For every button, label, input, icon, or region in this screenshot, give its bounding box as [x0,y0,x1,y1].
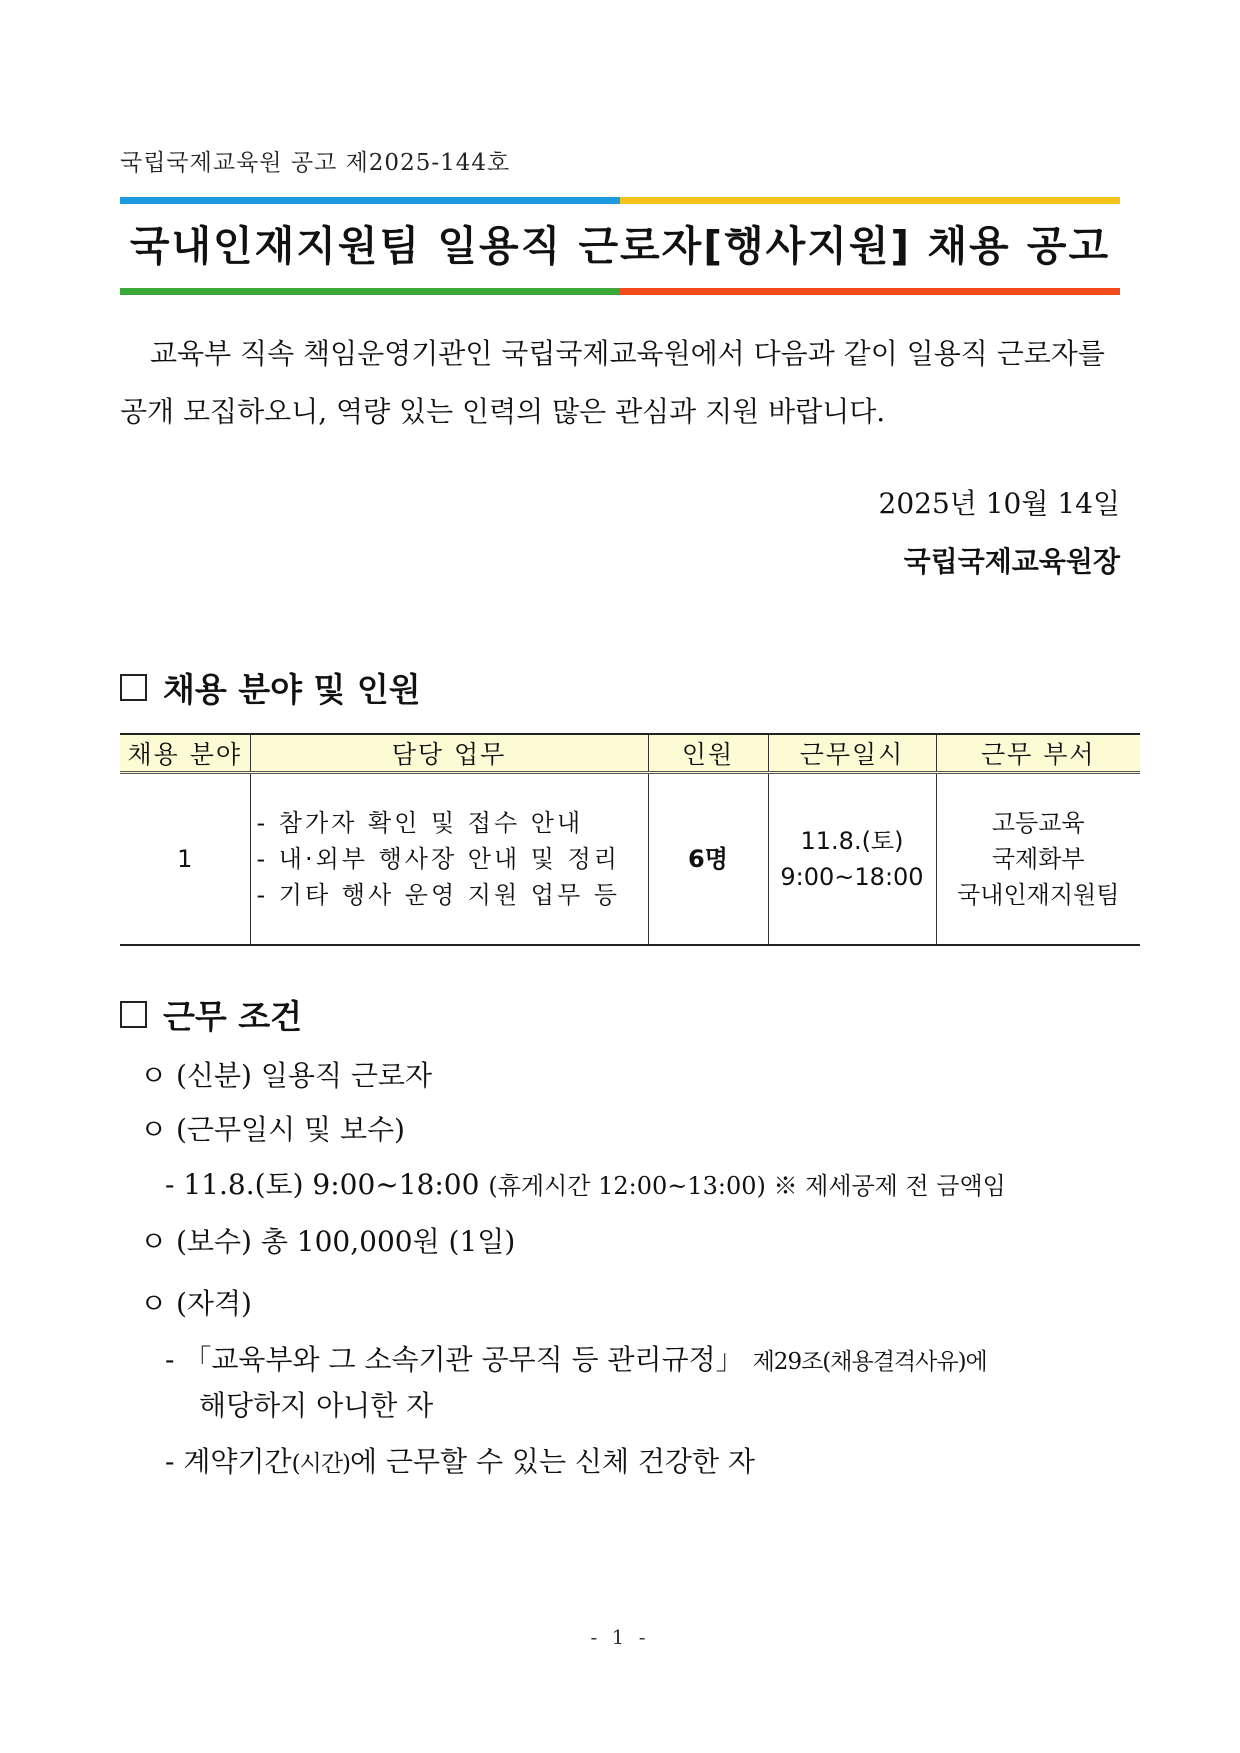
qualification-text: 해당하지 아니한 자 [199,1389,434,1422]
condition-text: (보수) 총 100,000원 (1일) [176,1225,516,1258]
page-number: - 1 - [590,1625,650,1649]
condition-pay [140,1220,515,1260]
section-title: 채용 분야 및 인원 [163,670,421,709]
circle-bullet-icon: ㅇ [140,1287,168,1320]
bottom-color-bar [120,288,1120,295]
bottom-bar-right [620,288,1120,295]
schedule-note: (휴게시간 12:00~13:00) ※ 제세공제 전 금액임 [488,1172,1006,1200]
cell-count: 6명 [648,773,768,945]
condition-status [140,1054,432,1094]
issuer-name: 국립국제교육원장 [903,545,1120,578]
schedule-detail-text: - 11.8.(토) 9:00~18:00 [165,1168,480,1201]
checkbox-square-icon [120,674,147,701]
top-bar-right [620,197,1120,204]
header-dept: 근무 부서 [936,734,1140,773]
cell-dept [936,773,1140,945]
checkbox-square-icon [120,1001,147,1028]
duty-item: - 기타 행사 운영 지원 업무 등 [256,880,620,909]
intro-line-1: 교육부 직속 책임운영기관인 국립국제교육원에서 다음과 같이 일용직 근로자를 [150,337,1105,370]
cell-field: 1 [120,773,250,945]
section-title: 근무 조건 [163,997,303,1036]
section-heading-recruitment [120,664,421,711]
condition-schedule-detail [165,1163,1006,1203]
recruitment-table [120,733,1140,946]
qualification-text-small: (시간) [291,1451,350,1477]
condition-text: (신분) 일용직 근로자 [176,1059,433,1092]
condition-text: (근무일시 및 보수) [176,1113,405,1146]
announcement-date: 2025년 10월 14일 [878,487,1120,520]
table-header-row [120,734,1140,773]
schedule-date: 11.8.(토) [800,826,904,855]
intro-paragraph [120,325,1120,441]
dept-line: 국제화부 [991,844,1085,873]
top-color-bar [120,197,1120,204]
top-bar-left [120,197,620,204]
bottom-bar-left [120,288,620,295]
qualification-text: 에 근무할 수 있는 신체 건강한 자 [349,1445,755,1478]
cell-schedule [768,773,936,945]
circle-bullet-icon: ㅇ [140,1113,168,1146]
table-row [120,773,1140,945]
page-title: 국내인재지원팀 일용직 근로자[행사지원] 채용 공고 [129,222,1111,270]
notice-number: 국립국제교육원 공고 제2025-144호 [120,150,511,176]
condition-schedule-pay [140,1108,405,1148]
circle-bullet-icon: ㅇ [140,1225,168,1258]
qualification-text-small: 제29조(채용결격사유)에 [752,1349,987,1375]
cell-duties [250,773,648,945]
dept-line: 국내인재지원팀 [957,880,1120,909]
dept-line: 고등교육 [991,808,1085,837]
condition-qualification [140,1282,252,1322]
duty-item: - 참가자 확인 및 접수 안내 [256,808,584,837]
qualification-item-1-cont [199,1384,433,1424]
qualification-item-2 [165,1440,755,1480]
circle-bullet-icon: ㅇ [140,1059,168,1092]
header-duties: 담당 업무 [250,734,648,773]
section-heading-conditions [120,991,302,1038]
header-schedule: 근무일시 [768,734,936,773]
qualification-text: - 계약기간 [165,1445,292,1478]
header-count: 인원 [648,734,768,773]
qualification-text: - 「교육부와 그 소속기관 공무직 등 관리규정」 [165,1343,744,1376]
intro-line-2: 공개 모집하오니, 역량 있는 인력의 많은 관심과 지원 바랍니다. [120,395,886,428]
duty-item: - 내·외부 행사장 안내 및 정리 [256,844,620,873]
qualification-item-1 [165,1338,987,1378]
condition-text: (자격) [176,1287,252,1320]
header-field: 채용 분야 [120,734,250,773]
schedule-time: 9:00~18:00 [780,862,924,891]
